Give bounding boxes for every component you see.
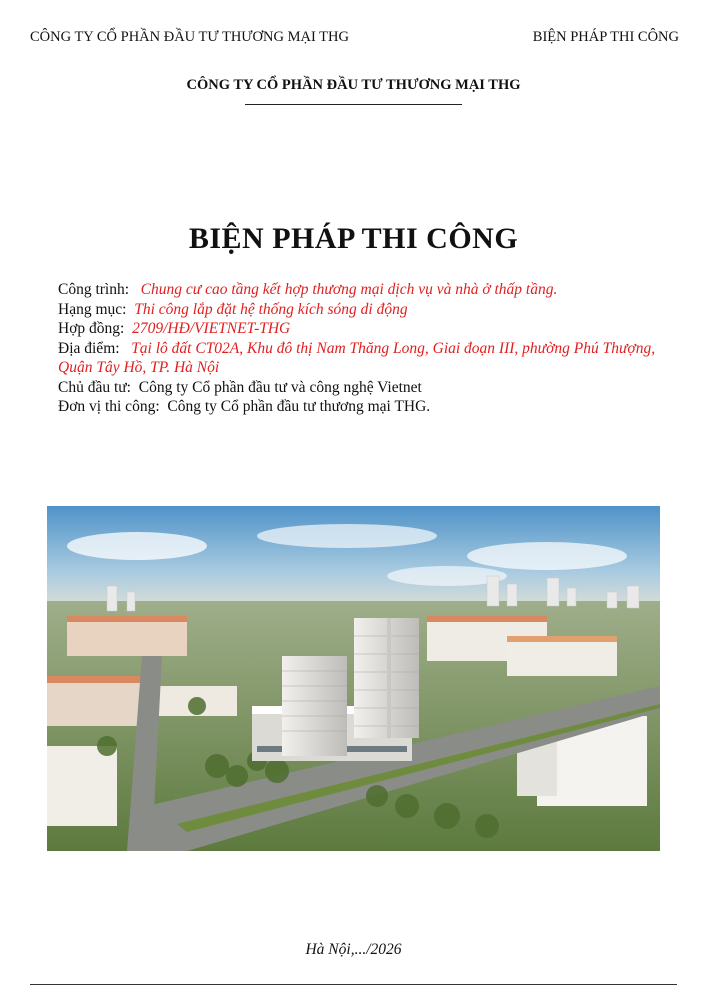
info-value: Công ty Cổ phần đầu tư thương mại THG. [167,398,431,415]
info-label: Hạng mục: [58,300,127,318]
info-row-cong-trinh [58,280,678,300]
info-row-hop-dong [58,319,678,339]
company-name: CÔNG TY CỔ PHẦN ĐẦU TƯ THƯƠNG MẠI THG [186,77,521,93]
company-underline [245,104,462,105]
header-doc-type: BIỆN PHÁP THI CÔNG [532,29,679,45]
footer-rule [30,984,677,985]
info-value: Công ty Cổ phần đầu tư và công nghệ Vietnet [138,378,422,396]
info-row-dia-diem [58,339,678,378]
header-company: CÔNG TY CỔ PHẦN ĐẦU TƯ THƯƠNG MẠI THG [30,29,349,45]
document-title: BIỆN PHÁP THI CÔNG [188,222,519,255]
info-value: Thi công lắp đặt hệ thống kích sóng di động [134,300,408,318]
info-value: 2709/HĐ/VIETNET-THG [132,320,291,337]
info-row-hang-muc [58,300,678,320]
project-info [58,280,678,417]
info-row-don-vi [58,397,678,417]
info-label: Công trình: [58,281,130,298]
date-location: Hà Nội,.../2026 [305,941,402,958]
info-row-chu-dau-tu [58,378,678,398]
info-value: Tại lô đất CT02A, Khu đô thị Nam Thăng Long, Giai đoạn III, phường Phú Thượng, Quận Tây Hồ, TP. Hà Nội [58,339,656,376]
info-value: Chung cư cao tầng kết hợp thương mại dịch vụ và nhà ở thấp tầng. [140,281,558,298]
info-label: Hợp đồng: [58,320,125,337]
info-label: Chủ đầu tư: [58,378,131,396]
info-label: Địa điểm: [58,339,120,357]
project-rendering-image [47,506,660,851]
info-label: Đơn vị thi công: [58,398,160,415]
